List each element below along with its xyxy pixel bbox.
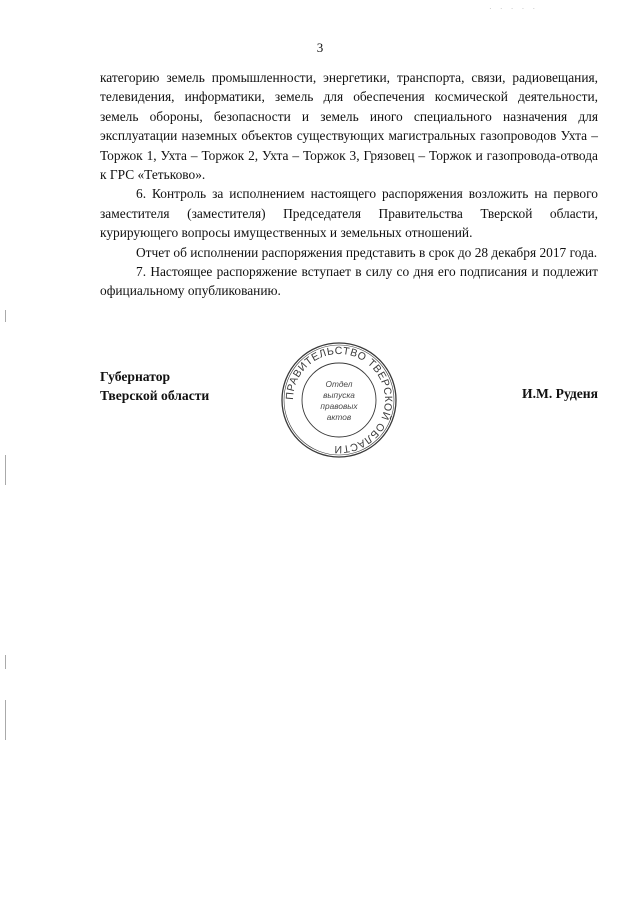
stamp-inner-line3: правовых xyxy=(320,401,358,411)
document-body xyxy=(100,68,598,301)
signatory-title xyxy=(100,367,209,405)
paragraph-continuation: категорию земель промышленности, энергетики, транспорта, связи, радиовещания, телевидения, информатики, земель для обеспечения космической деятельности, земель обороны, безопасности и земель иного специального назначения для эксплуатации наземных объектов существующих магистральных газопроводов Ухта – Торжок 1, Ухта – Торжок 2, Ухта – Торжок 3, Грязовец – Торжок и газопровода-отвода к ГРС «Тетьково». xyxy=(100,70,598,183)
stamp-inner-line1: Отдел xyxy=(325,379,353,389)
stamp-inner-line4: актов xyxy=(326,412,352,422)
paragraph-item-7: 7. Настоящее распоряжение вступает в силу со дня его подписания и подлежит официальному опубликованию. xyxy=(100,264,598,299)
header-marks: · · · · · xyxy=(489,4,539,13)
signatory-title-line1: Губернатор xyxy=(100,369,171,384)
official-stamp xyxy=(280,341,398,459)
signatory-title-line2: Тверской области xyxy=(100,388,210,403)
page-number: 3 xyxy=(316,40,324,55)
signatory-name: И.М. Руденя xyxy=(522,386,598,401)
margin-scan-mark xyxy=(5,655,6,669)
margin-scan-mark xyxy=(5,700,6,740)
margin-scan-mark xyxy=(5,310,6,322)
stamp-inner-line2: выпуска xyxy=(323,390,355,400)
stamp-inner-text xyxy=(280,379,398,423)
margin-scan-mark xyxy=(5,455,6,485)
stamp-ring-text: ПРАВИТЕЛЬСТВО ТВЕРСКОЙ ОБЛАСТИ xyxy=(283,344,395,456)
paragraph-report: Отчет об исполнении распоряжения представить в срок до 28 декабря 2017 года. xyxy=(136,244,598,260)
paragraph-item-6: 6. Контроль за исполнением настоящего распоряжения возложить на первого заместителя (заместителя) Председателя Правительства Тверской области, курирующего вопросы имущественных и земельных отношений. xyxy=(100,186,598,241)
